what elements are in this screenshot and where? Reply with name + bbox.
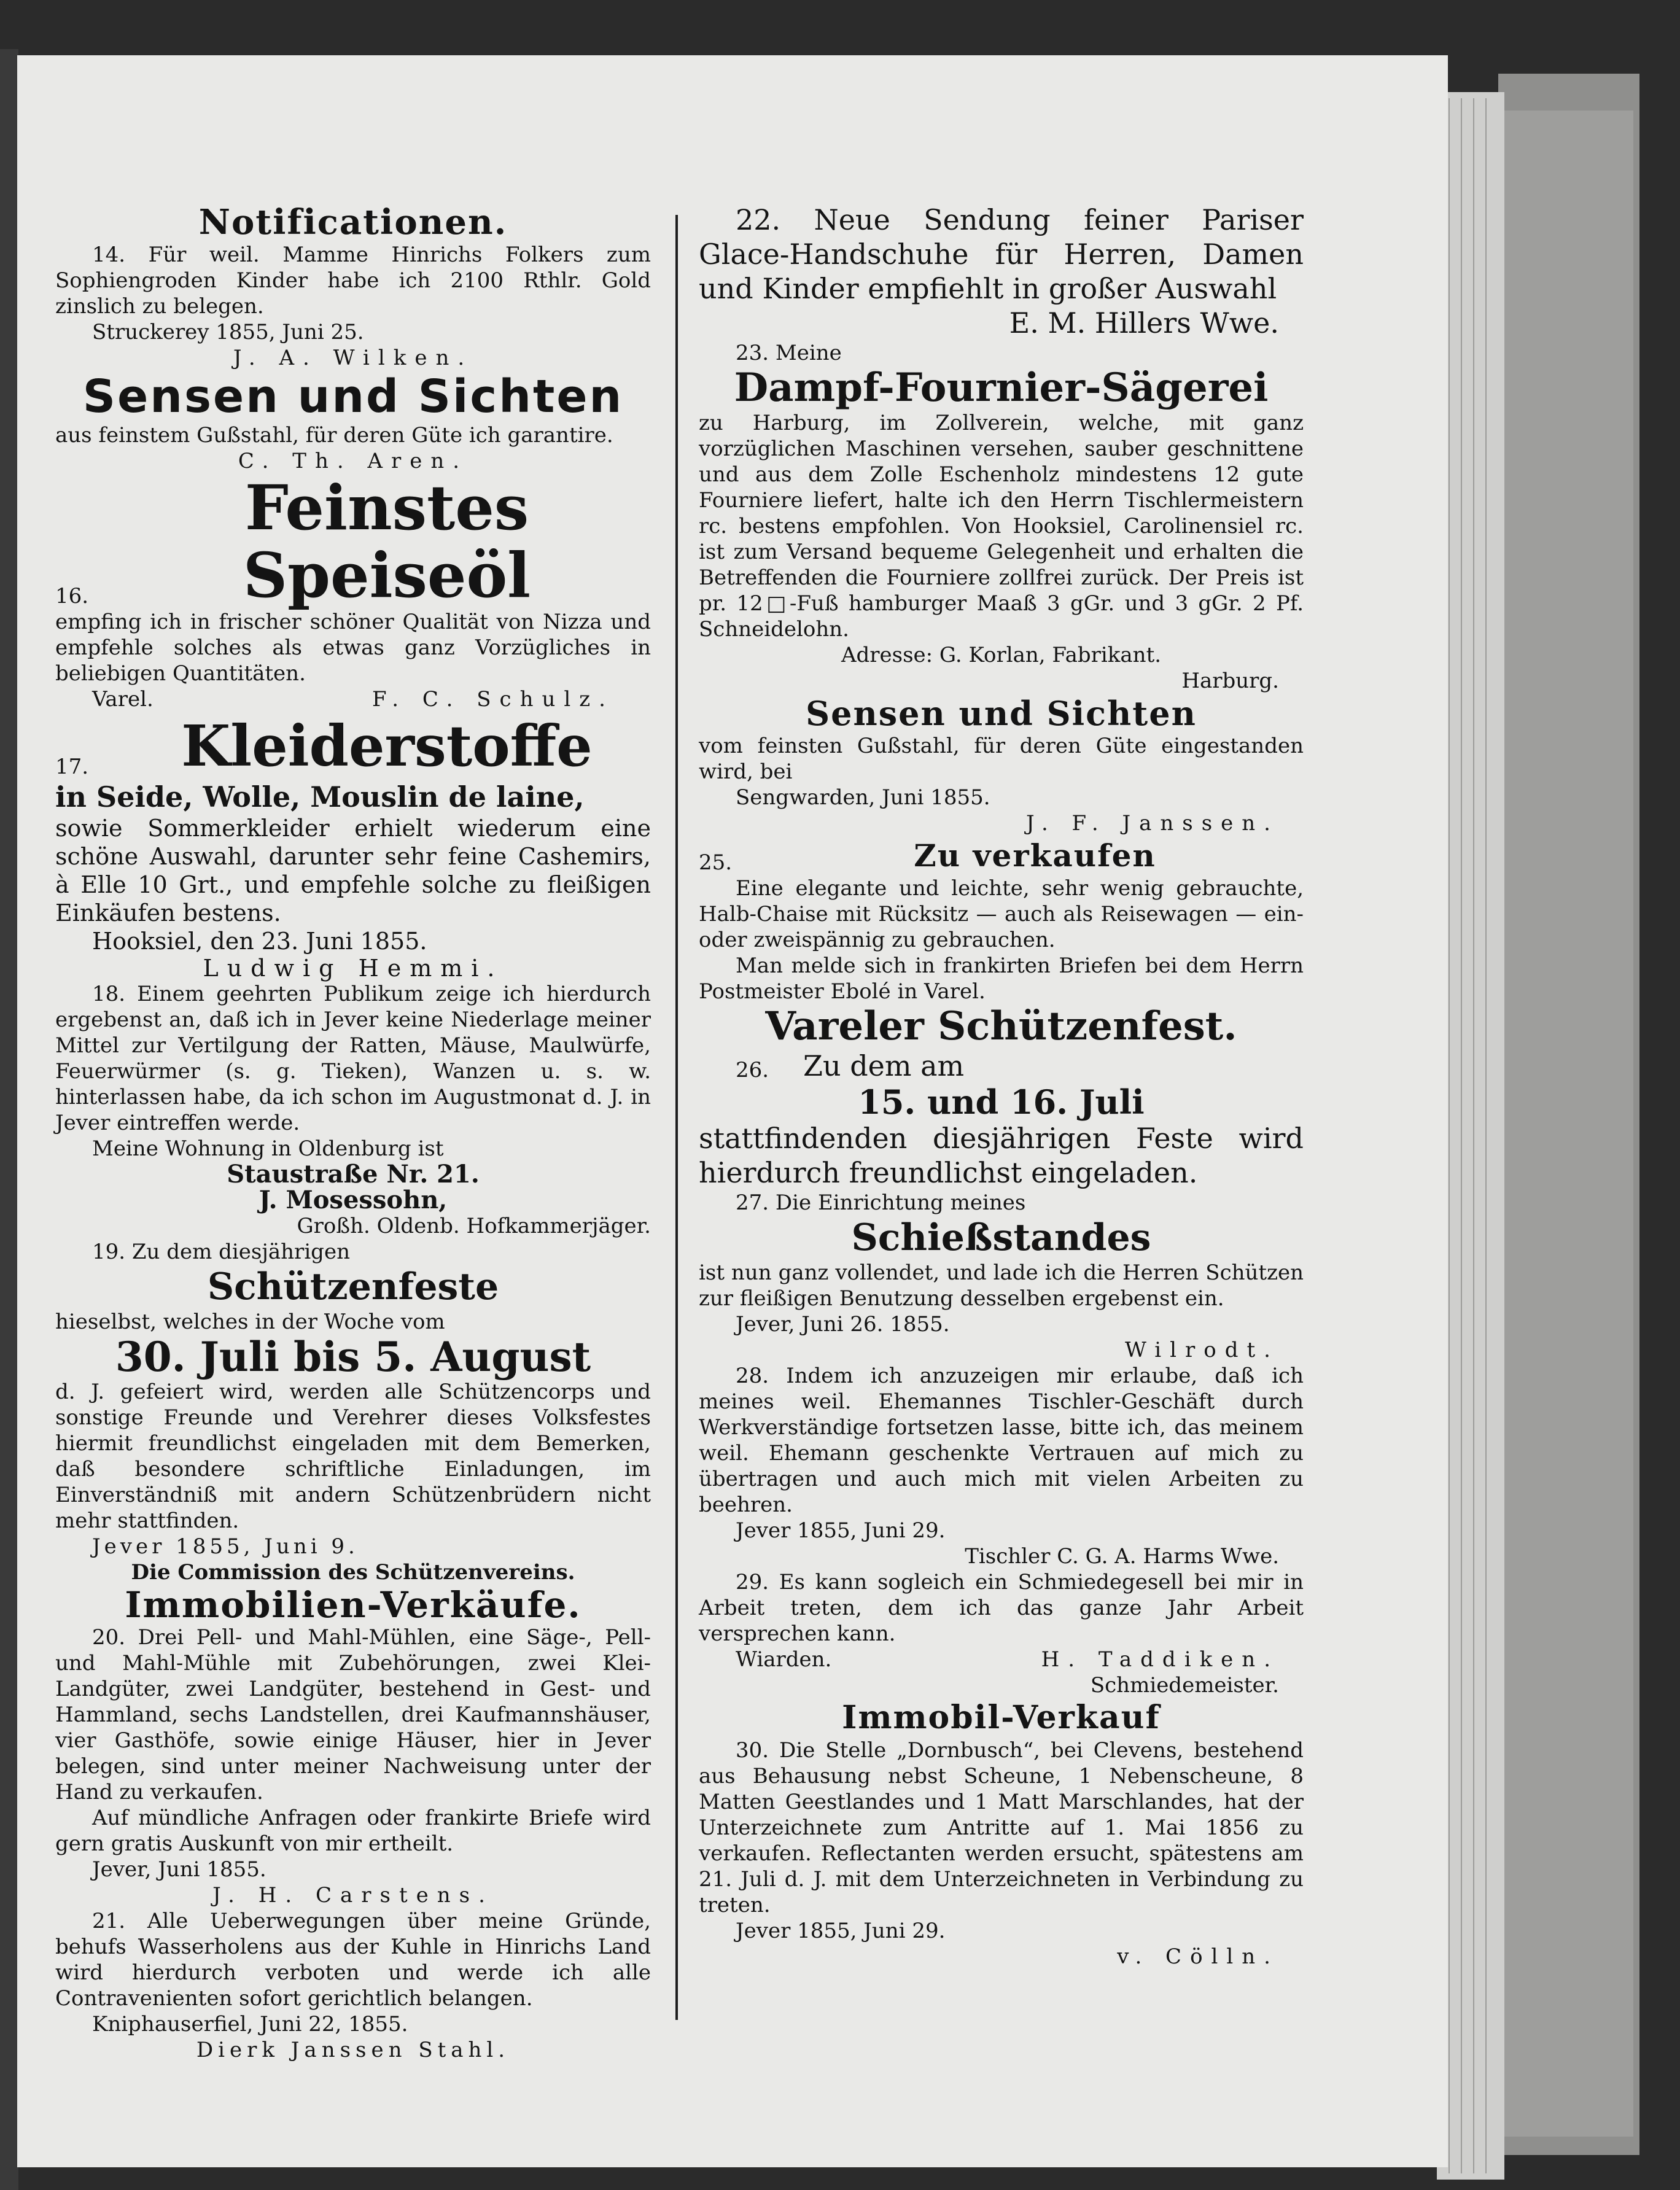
notice-26-text: stattfindenden diesjährigen Feste wird hierdurch freundlichst eingeladen. xyxy=(699,1122,1304,1189)
notice-19-text: d. J. gefeiert wird, werden alle Schützencorps und sonstige Freunde und Verehrer dieses Volksfestes hiermit freundlichst eingeladen mit dem Bemerken, daß besondere schriftliche Einladungen, im Einverständniß mit andern Schützenbrüdern nicht mehr stattfinden. xyxy=(55,1380,651,1533)
notice-27-intro: 27. Die Einrichtung meines xyxy=(736,1190,1026,1215)
notice-24-place: Sengwarden, Juni 1855. xyxy=(736,785,990,810)
notice-27-place: Jever, Juni 26. 1855. xyxy=(736,1312,950,1337)
binding-gutter xyxy=(0,49,18,2190)
notice-23-address: Adresse: G. Korlan, Fabrikant. xyxy=(841,643,1162,667)
notice-19-place: Jever 1855, Juni 9. xyxy=(92,1534,359,1559)
notice-24-signature: J. F. Janssen. xyxy=(1025,811,1279,836)
notice-26-heading: Vareler Schützenfest. xyxy=(765,1003,1237,1049)
notice-16-footer xyxy=(55,686,651,712)
notice-26-intro-row xyxy=(699,1049,1304,1083)
notice-27-text: ist nun ganz vollendet, und lade ich die Herren Schützen zur fleißigen Benutzung desselben ergebenst ein. xyxy=(699,1260,1304,1311)
notice-20-signature: J. H. Carstens. xyxy=(212,1883,494,1908)
notice-25-number: 25. xyxy=(699,850,733,875)
section-title: Notificationen. xyxy=(198,202,508,243)
notice-25-heading-row xyxy=(699,836,1304,876)
notice-29-title: Schmiedemeister. xyxy=(1090,1673,1279,1698)
notice-20-text: 20. Drei Pell- und Mahl-Mühlen, eine Säge-, Pell- und Mahl-Mühle mit Zubehörungen, zwei Klei-Landgüter, zwei Landgüter, bestehend in Gest- und Hammland, sechs Landstellen, drei Kaufmannshäuser, vier Gasthöfe, sowie einige Häuser, hier in Jever belegen, sind unter meiner Nachweisung unter der Hand zu verkaufen. xyxy=(55,1625,651,1804)
notice-18-text: 18. Einem geehrten Publikum zeige ich hierdurch ergebenst an, daß ich in Jever keine Niederlage meiner Mittel zur Vertilgung der Ratten, Mäuse, Maulwürfe, Feuerwürmer (s. g. Tieken), Wanzen u. s. w. hinterlassen habe, da ich schon im Augustmonat d. J. in Jever eintreffen werde. xyxy=(55,982,651,1135)
notice-17-heading-row xyxy=(55,712,651,780)
notice-17-line1: in Seide, Wolle, Mouslin de laine, xyxy=(55,780,585,813)
notice-17-signature: Ludwig Hemmi. xyxy=(203,955,504,982)
notice-14-place: Struckerey 1855, Juni 25. xyxy=(92,320,364,344)
notice-24-text: vom feinsten Gußstahl, für deren Güte eingestanden wird, bei xyxy=(699,734,1304,784)
notice-25-text: Eine elegante und leichte, sehr wenig gebrauchte, Halb-Chaise mit Rücksitz — auch als Reisewagen — ein- oder zweispännig zu gebrauchen. xyxy=(699,876,1304,952)
notice-30-place: Jever 1855, Juni 29. xyxy=(736,1919,946,1943)
right-column xyxy=(699,203,1304,1970)
notice-26-line1: Zu dem am xyxy=(803,1049,965,1082)
notice-17-text: sowie Sommerkleider erhielt wiederum eine schöne Auswahl, darunter sehr feine Cashemirs, à Elle 10 Grt., und empfehle solche zu fleißigen Einkäufen bestens. xyxy=(55,815,651,926)
notice-20-place: Jever, Juni 1855. xyxy=(92,1857,266,1882)
notice-18-title: Großh. Oldenb. Hofkammerjäger. xyxy=(297,1214,651,1238)
notice-28-place: Jever 1855, Juni 29. xyxy=(736,1518,946,1543)
notice-29-text: 29. Es kann sogleich ein Schmiedegesell bei mir in Arbeit treten, dem ich das ganze Jahr Arbeit versprechen kann. xyxy=(699,1570,1304,1646)
notice-26-number: 26. xyxy=(736,1058,769,1082)
notice-17-place: Hooksiel, den 23. Juni 1855. xyxy=(92,928,427,955)
notice-23-intro: 23. Meine xyxy=(736,341,842,365)
notice-25-heading: Zu verkaufen xyxy=(914,837,1156,874)
notice-21-text: 21. Alle Ueberwegungen über meine Gründe, behufs Wasserholens aus der Kuhle in Hinrichs Land wird hierdurch verboten und werde ich alle Contravenienten sofort gerichtlich belangen. xyxy=(55,1909,651,2011)
column-divider xyxy=(675,215,678,2020)
notice-23-heading: Dampf-Fournier-Sägerei xyxy=(734,365,1269,411)
notice-18-address-intro: Meine Wohnung in Oldenburg ist xyxy=(92,1136,444,1161)
notice-30-heading: Immobil-Verkauf xyxy=(842,1699,1161,1736)
notice-17-number: 17. xyxy=(55,755,89,779)
notice-27-signature: Wilrodt. xyxy=(1124,1338,1279,1362)
notice-22-text: 22. Neue Sendung feiner Pariser Glace-Handschuhe für Herren, Damen und Kinder empfiehlt in großer Auswahl xyxy=(699,203,1304,305)
notice-16-text: empfing ich in frischer schöner Qualität von Nizza und empfehle solches als etwas ganz Vorzügliches in beliebigen Quantitäten. xyxy=(55,610,651,686)
notice-21-signature: Dierk Janssen Stahl. xyxy=(196,2038,510,2062)
notice-20-text2: Auf mündliche Anfragen oder frankirte Briefe wird gern gratis Auskunft von mir ertheilt. xyxy=(55,1806,651,1856)
notice-16-number: 16. xyxy=(55,584,89,608)
ad-sensen-signature: C. Th. Aren. xyxy=(238,449,469,473)
notice-24-heading: Sensen und Sichten xyxy=(806,694,1197,733)
notice-19-heading: Schützenfeste xyxy=(207,1265,499,1308)
immobilien-heading: Immobilien-Verkäufe. xyxy=(125,1584,581,1626)
notice-16-place: Varel. xyxy=(92,687,154,712)
notice-30-signature: v. Cölln. xyxy=(1117,1944,1279,1969)
notice-23-text: zu Harburg, im Zollverein, welche, mit ganz vorzüglichen Maschinen versehen, sauber geschnittene und aus dem Zolle Eschenholz mindestens 12 gute Fourniere liefert, halte ich den Herrn Tischlermeistern rc. bestens empfohlen. Von Hooksiel, Carolinensiel rc. ist zum Versand bequeme Gelegenheit und erhalten die Betreffenden die Fourniere zollfrei zurück. Der Preis ist pr. 12□-Fuß hamburger Maaß 3 gGr. und 3 gGr. 2 Pf. Schneidelohn. xyxy=(699,411,1304,642)
notice-16-signature: F. C. Schulz. xyxy=(371,687,614,712)
notice-21-place: Kniphauserfiel, Juni 22, 1855. xyxy=(92,2012,408,2037)
notice-17-heading: Kleiderstoffe xyxy=(181,713,593,779)
notice-18-address: Staustraße Nr. 21. xyxy=(227,1160,480,1189)
notice-26-dates: 15. und 16. Juli xyxy=(858,1082,1145,1122)
ad-sensen-heading: Sensen und Sichten xyxy=(82,370,624,423)
notice-28-signature: Tischler C. G. A. Harms Wwe. xyxy=(965,1544,1279,1569)
notice-16-heading-row xyxy=(55,472,651,612)
notice-25-text2: Man melde sich in frankirten Briefen bei dem Herrn Postmeister Ebolé in Varel. xyxy=(699,953,1304,1004)
notice-19-intro: 19. Zu dem diesjährigen xyxy=(92,1240,350,1264)
notice-16-heading: Feinstes Speiseöl xyxy=(243,472,531,612)
left-column xyxy=(55,203,651,2063)
notice-29-signature: H. Taddiken. xyxy=(1041,1647,1279,1672)
notice-14-signature: J. A. Wilken. xyxy=(233,346,473,370)
notice-14-text: 14. Für weil. Mamme Hinrichs Folkers zum Sophiengroden Kinder habe ich 2100 Rthlr. Gold zinslich zu belegen. xyxy=(55,243,651,319)
notice-22-signature: E. M. Hillers Wwe. xyxy=(1009,306,1279,340)
notice-27-heading: Schießstandes xyxy=(851,1216,1151,1259)
notice-18-signature: J. Mosessohn, xyxy=(259,1186,448,1214)
notice-30-text: 30. Die Stelle „Dornbusch“, bei Clevens, bestehend aus Behausung nebst Scheune, 1 Nebenscheune, 8 Matten Geestlandes und 1 Matt Marschlandes, hat der Unterzeichnete zum Antritte auf 1. Mai 1856 zu verkaufen. Reflectanten werden ersucht, spätestens am 21. Juli d. J. mit dem Unterzeichneten in Verbindung zu treten. xyxy=(699,1738,1304,1917)
notice-19-dates: 30. Juli bis 5. August xyxy=(115,1333,591,1381)
notice-19-line: hieselbst, welches in der Woche vom xyxy=(55,1310,445,1334)
notice-29-footer xyxy=(699,1647,1304,1672)
ad-sensen-text: aus feinstem Gußstahl, für deren Güte ich garantire. xyxy=(55,423,613,448)
notice-28-text: 28. Indem ich anzuzeigen mir erlaube, daß ich meines weil. Ehemannes Tischler-Geschäft durch Werkverständige fortsetzen lasse, bitte ich, das meinem weil. Ehemann geschenkte Vertrauen auf mich zu übertragen und auch mich mit vielen Arbeiten zu beehren. xyxy=(699,1364,1304,1517)
notice-19-signature: Die Commission des Schützenvereins. xyxy=(131,1560,575,1585)
notice-23-place: Harburg. xyxy=(1181,669,1279,693)
notice-29-place: Wiarden. xyxy=(736,1647,832,1672)
